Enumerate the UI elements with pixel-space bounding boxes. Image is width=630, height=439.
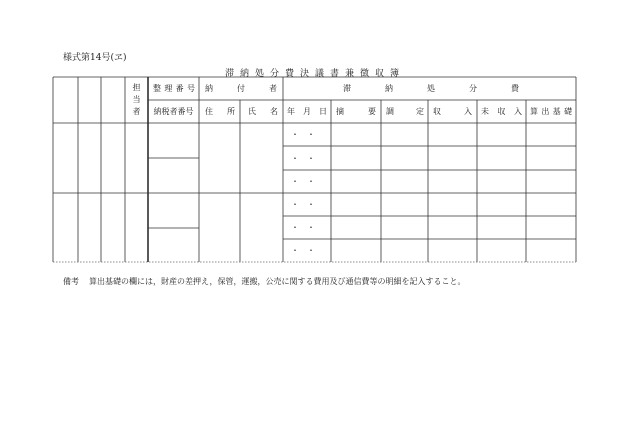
header-char: 分	[469, 84, 477, 93]
header-char: 算	[530, 107, 538, 116]
header-char: 納	[205, 84, 213, 93]
date-cell[interactable]: ・・	[291, 246, 323, 255]
tekiyo-header	[336, 100, 376, 123]
header-char: 納	[385, 84, 393, 93]
header-char: 未	[481, 107, 489, 116]
date-cell[interactable]: ・・	[291, 177, 323, 186]
header-char: 名	[270, 107, 278, 116]
header-char: 礎	[563, 107, 572, 116]
header-char: 住	[205, 107, 213, 116]
footnote-label: 備考	[63, 277, 79, 286]
tanto-char: 当	[132, 95, 141, 104]
header-char: 年	[287, 107, 295, 116]
date-cell[interactable]: ・・	[291, 223, 323, 232]
header-char: 号	[186, 84, 195, 93]
header-char: 基	[552, 107, 561, 116]
header-char: 所	[227, 107, 235, 116]
header-char: 摘	[336, 107, 344, 116]
header-char: 定	[416, 107, 424, 116]
nofusha-header	[205, 77, 277, 100]
jusho-header	[205, 100, 235, 123]
sanshutsu-header	[530, 100, 572, 123]
header-char: 滞	[343, 84, 351, 93]
nozei-bango-header: 納税者番号	[153, 107, 194, 116]
header-char: 費	[511, 84, 519, 93]
tanto-char: 者	[132, 107, 141, 116]
header-char: 月	[303, 107, 311, 116]
header-char: 要	[368, 107, 376, 116]
date-cell[interactable]: ・・	[291, 153, 323, 163]
header-char: 付	[237, 84, 245, 93]
header-char: 収	[497, 107, 506, 116]
header-char: 調	[386, 107, 394, 116]
chotei-header	[386, 100, 424, 123]
footnote-text: 算出基礎の欄には，財産の差押え，保管，運搬，公売に関する費用及び通信費等の明細を記入すること。	[89, 277, 466, 286]
shimei-header	[248, 100, 278, 123]
date-cell[interactable]: ・・	[291, 130, 323, 139]
header-char: 処	[427, 84, 435, 93]
header-char: 番	[175, 84, 184, 93]
seiri-bango-header	[153, 77, 195, 100]
header-char: 整	[153, 84, 161, 93]
tanto-char: 担	[132, 83, 141, 92]
footnote	[63, 276, 465, 287]
header-char: 出	[541, 107, 550, 116]
header-char: 氏	[248, 107, 256, 116]
form-title: 滞納処分費決議書兼徴収簿	[224, 69, 405, 79]
tainou-shobunhi-header	[343, 77, 519, 100]
date-cell[interactable]: ・・	[291, 200, 323, 209]
mishunyu-header	[481, 100, 522, 123]
form-number: 様式第14号(ヱ)	[63, 53, 127, 63]
tanto-header	[125, 79, 148, 121]
header-char: 理	[164, 84, 173, 93]
header-char: 入	[464, 107, 472, 116]
header-char: 収	[433, 107, 441, 116]
header-char: 者	[269, 84, 277, 93]
shunyu-header	[433, 100, 472, 123]
header-char: 日	[319, 107, 327, 116]
nengappi-header	[287, 100, 327, 123]
header-char: 入	[514, 107, 522, 116]
